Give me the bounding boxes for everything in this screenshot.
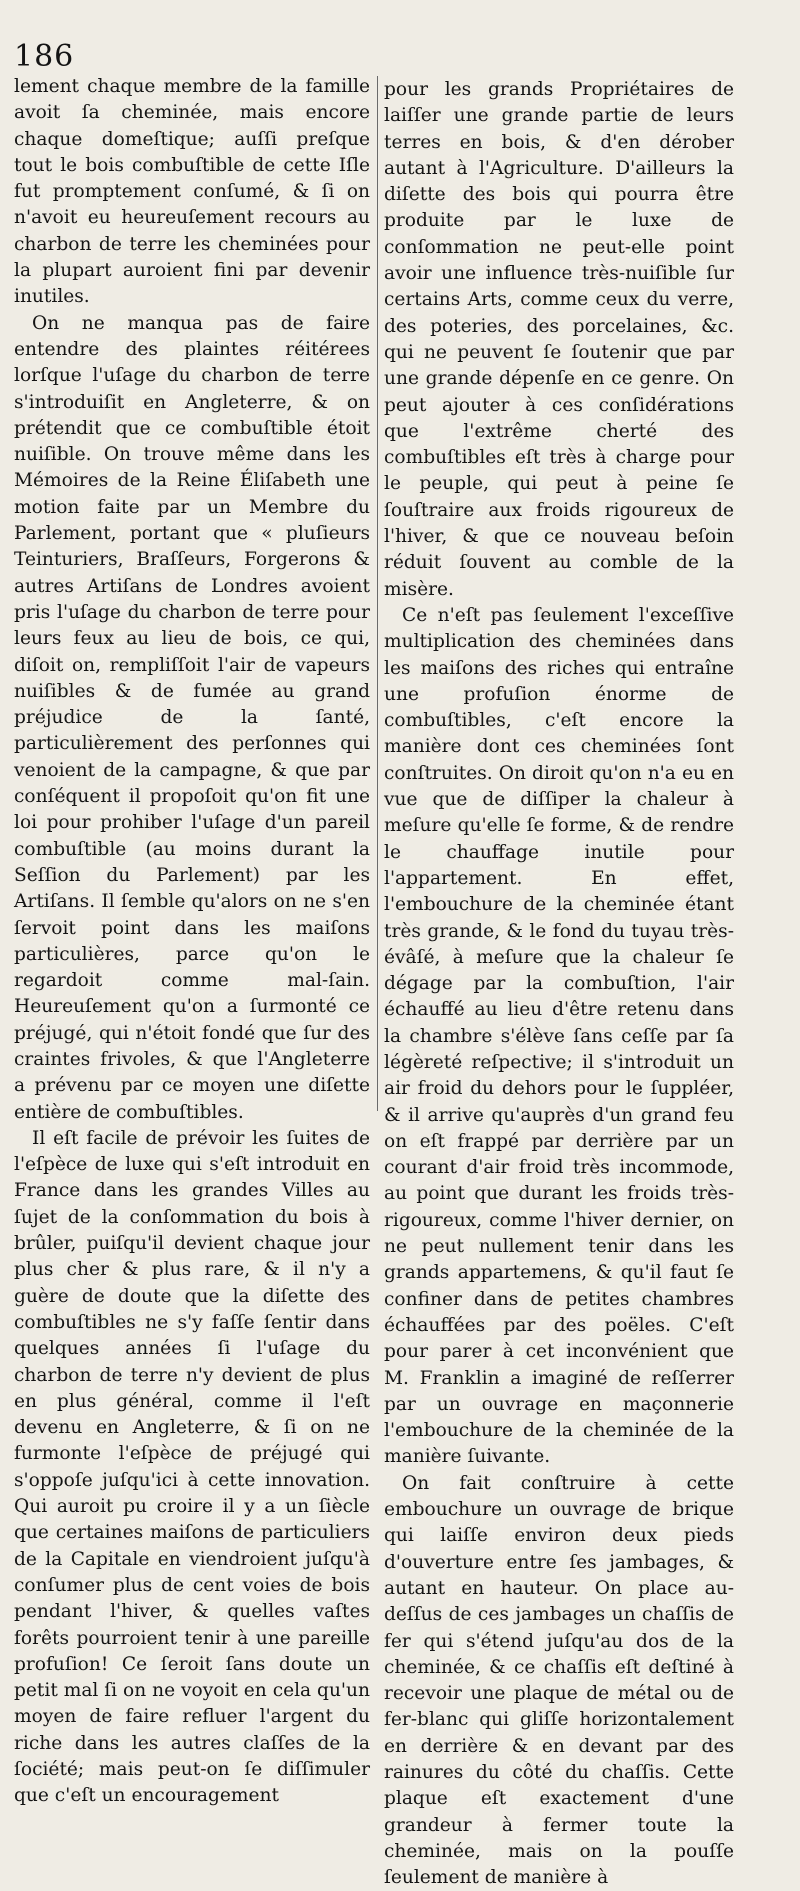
left-column	[14, 74, 370, 1807]
page-number: 186	[14, 39, 75, 74]
right-column	[384, 77, 734, 1889]
column-divider	[377, 76, 378, 1111]
left-paragraph-2: On ne manqua pas de faire entendre des plaintes réitérees lorſque l'uſage du charbon de terre s'introduiſit en Angleterre, & on prétendit que ce combuſtible étoit nuiſible. On trouve même dans les Mémoires de la Reine Éliſabeth une motion faite par un Membre du Parlement, portant que « pluſieurs Teinturiers, Braſſeurs, Forgerons & autres Artiſans de Londres avoient pris l'uſage du charbon de terre pour leurs feux au lieu de bois, ce qui, diſoit on, rempliſſoit l'air de vapeurs nuiſibles & de fumée au grand préjudice de la ſanté, particulièrement des perſonnes qui venoient de la campagne, & que par conſéquent il propoſoit qu'on fit une loi pour prohiber l'uſage d'un pareil combuſtible (au moins durant la Seſſion du Parlement) par les Artiſans. Il ſemble qu'alors on ne s'en ſervoit point dans les maiſons particulières, parce qu'on le regardoit comme mal-ſain. Heureuſement qu'on a ſurmonté ce préjugé, qui n'étoit fondé que ſur des craintes frivoles, & que l'Angleterre a prévenu par ce moyen une diſette entière de combuſtibles.	[14, 312, 370, 1123]
right-paragraph-1: pour les grands Propriétaires de laiſſer une grande partie de leurs terres en bois, & d'en dérober autant à l'Agriculture. D'ailleurs la diſette des bois qui pourra être produite par le luxe de conſommation ne peut-elle point avoir une influence très-nuiſible ſur certains Arts, comme ceux du verre, des poteries, des porcelaines, &c. qui ne peuvent ſe ſoutenir que par une grande dépenſe en ce genre. On peut ajouter à ces conſidérations que l'extrême cherté des combuſtibles eſt très à charge pour le peuple, qui peut à peine ſe ſouſtraire aux froids rigoureux de l'hiver, & que ce nouveau beſoin réduit ſouvent au comble de la misère.	[384, 79, 734, 600]
right-paragraph-3: On fait conſtruire à cette embouchure un ouvrage de brique qui laiſſe environ deux pieds d'ouverture entre ſes jambages, & autant en hauteur. On place au-deſſus de ces jambages un chaſſis de fer qui s'étend juſqu'au dos de la cheminée, & ce chaſſis eſt deſtiné à recevoir une plaque de métal ou de fer-blanc qui gliſſe horizontalement en derrière & en devant par des rainures du côté du chaſſis. Cette plaque eſt exactement d'une grandeur à fermer toute la cheminée, mais on la pouſſe ſeulement de manière à	[384, 1472, 734, 1889]
left-paragraph-3: Il eſt facile de prévoir les ſuites de l'eſpèce de luxe qui s'eſt introduit en France dans les grandes Villes au ſujet de la conſommation du bois à brûler, puiſqu'il devient chaque jour plus cher & plus rare, & il n'y a guère de doute que la diſette des combuſtibles ne s'y faſſe ſentir dans quelques années ſi l'uſage du charbon de terre n'y devient de plus en plus général, comme il l'eſt devenu en Angleterre, & ſi on ne furmonte l'eſpèce de préjugé qui s'oppoſe juſqu'ici à cette innovation. Qui auroit pu croire il y a un ſiècle que certaines maiſons de particuliers de la Capitale en viendroient juſqu'à conſumer plus de cent voies de bois pendant l'hiver, & quelles vaſtes forêts pourroient tenir à une pareille profuſion! Ce ſeroit ſans doute un petit mal ſi on ne voyoit en cela qu'un moyen de faire refluer l'argent du riche dans les autres claſſes de la ſociété; mais peut-on ſe diſſimuler que c'eſt un encouragement	[14, 1127, 370, 1807]
left-paragraph-1: lement chaque membre de la famille avoit ſa cheminée, mais encore chaque domeſtique; auſſi preſque tout le bois combuſtible de cette Iſle fut promptement conſumé, & ſi on n'avoit eu heureuſement recours au charbon de terre les cheminées pour la plupart auroient fini par devenir inutiles.	[14, 76, 370, 308]
right-paragraph-2: Ce n'eſt pas ſeulement l'exceſſive multiplication des cheminées dans les maiſons des riches qui entraîne une profuſion énorme de combuſtibles, c'eſt encore la manière dont ces cheminées ſont conſtruites. On diroit qu'on n'a eu en vue que de diſſiper la chaleur à meſure qu'elle ſe forme, & de rendre le chauffage inutile pour l'appartement. En effet, l'embouchure de la cheminée étant très grande, & le fond du tuyau très-évâſé, à meſure que la chaleur ſe dégage par la combuſtion, l'air échauffé au lieu d'être retenu dans la chambre s'élève ſans ceſſe par ſa légèreté reſpective; il s'introduit un air froid du dehors pour le ſuppléer, & il arrive qu'auprès d'un grand feu on eſt frappé par derrière par un courant d'air froid très incommode, au point que durant les froids très-rigoureux, comme l'hiver dernier, on ne peut nullement tenir dans les grands appartemens, & qu'il faut ſe confiner dans de petites chambres échauffées par des poëles. C'eſt pour parer à cet inconvénient que M. Franklin a imaginé de reſſerrer par un ouvrage en maçonnerie l'embouchure de la cheminée de la manière ſuivante.	[384, 604, 734, 1468]
